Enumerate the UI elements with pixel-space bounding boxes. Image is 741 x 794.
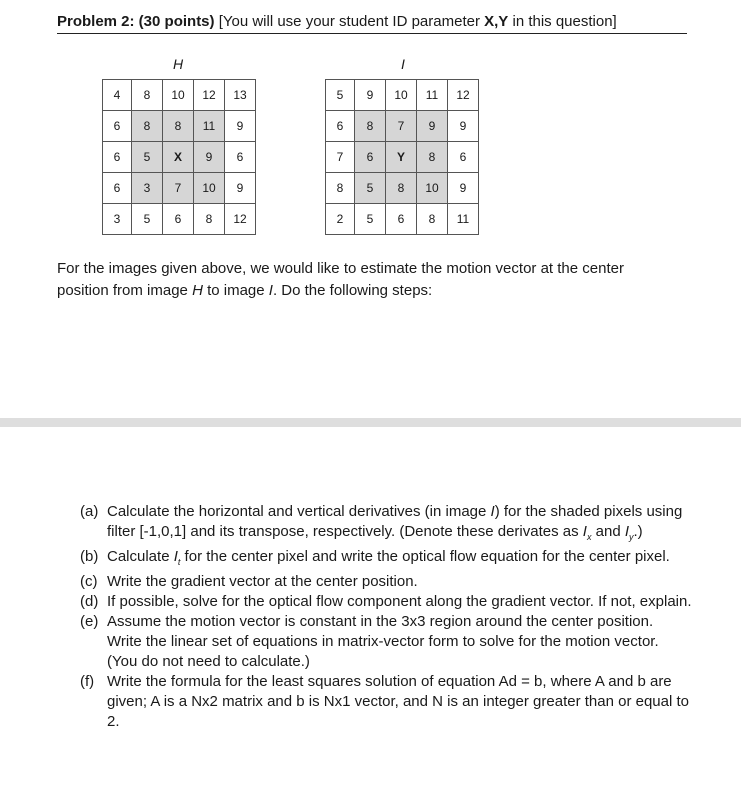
grid-cell: 8 bbox=[194, 204, 225, 235]
question-text: Write the gradient vector at the center position. bbox=[107, 573, 418, 590]
grid-cell: 10 bbox=[386, 80, 417, 111]
grid-cell: 9 bbox=[225, 111, 256, 142]
question-list bbox=[80, 502, 692, 732]
question-symbol: I bbox=[173, 548, 178, 565]
grid-cell: 11 bbox=[194, 111, 225, 142]
question-subscript: t bbox=[177, 557, 181, 567]
grid-cell: X bbox=[163, 142, 194, 173]
grid-cell: 11 bbox=[448, 204, 479, 235]
grid-cell: 10 bbox=[163, 80, 194, 111]
question-text: Assume the motion vector is constant in the 3x3 region around the center position. Write the linear set of equations in matrix-vector form to solve for the motion vector. (You do not need to calculate.) bbox=[107, 613, 659, 670]
section-divider bbox=[0, 418, 741, 427]
question-symbol: I bbox=[624, 523, 630, 540]
grid-cell: 6 bbox=[386, 204, 417, 235]
question-text: Write the formula for the least squares solution of equation Ad = b, where A and b are given; A is a Nx2 matrix and b is Nx1 vector, and N is an integer greater than or equal to 2. bbox=[107, 673, 689, 730]
intro-text-3: . Do the following steps: bbox=[272, 282, 433, 299]
grid-cell: 9 bbox=[194, 142, 225, 173]
grid-cell: 12 bbox=[225, 204, 256, 235]
intro-image-i: I bbox=[268, 282, 273, 299]
grid-row bbox=[103, 204, 256, 235]
question-b bbox=[80, 547, 692, 572]
grid-cell: 3 bbox=[103, 204, 132, 235]
header-note-prefix: [You will use your student ID parameter bbox=[214, 13, 485, 30]
problem-header bbox=[57, 12, 687, 34]
question-c bbox=[80, 572, 692, 592]
question-label: (e) bbox=[80, 613, 99, 630]
grid-cell: Y bbox=[386, 142, 417, 173]
grid-cell: 7 bbox=[326, 142, 355, 173]
grid-cell: 12 bbox=[448, 80, 479, 111]
image-i-grid bbox=[325, 79, 479, 235]
grid-cell: 3 bbox=[132, 173, 163, 204]
question-symbol: I bbox=[490, 503, 495, 520]
problem-label: Problem 2: (30 points) bbox=[57, 13, 215, 30]
grid-cell: 5 bbox=[132, 142, 163, 173]
grid-h-label: H bbox=[172, 56, 184, 72]
grid-cell: 6 bbox=[355, 142, 386, 173]
grid-cell: 8 bbox=[326, 173, 355, 204]
intro-text-1: For the images given above, we would like to estimate the motion vector at the center position from image bbox=[57, 260, 624, 299]
grid-cell: 6 bbox=[103, 142, 132, 173]
grid-cell: 8 bbox=[132, 111, 163, 142]
grid-cell: 6 bbox=[448, 142, 479, 173]
grid-row bbox=[103, 111, 256, 142]
grid-row bbox=[326, 142, 479, 173]
header-note-suffix: in this question] bbox=[508, 13, 617, 30]
question-label: (c) bbox=[80, 573, 98, 590]
question-subscript: x bbox=[586, 532, 592, 542]
grid-cell: 6 bbox=[163, 204, 194, 235]
grid-cell: 10 bbox=[194, 173, 225, 204]
question-f bbox=[80, 672, 692, 732]
intro-paragraph bbox=[57, 258, 677, 302]
question-text: If possible, solve for the optical flow component along the gradient vector. If not, explain. bbox=[107, 593, 692, 610]
intro-image-h: H bbox=[192, 282, 203, 299]
question-text: Calculate the horizontal and vertical derivatives (in image bbox=[107, 503, 491, 520]
grid-cell: 8 bbox=[132, 80, 163, 111]
question-symbol: I bbox=[582, 523, 587, 540]
question-d bbox=[80, 592, 692, 612]
grid-cell: 9 bbox=[355, 80, 386, 111]
grid-cell: 9 bbox=[225, 173, 256, 204]
grid-row bbox=[103, 142, 256, 173]
grid-i-label: I bbox=[401, 56, 405, 72]
grid-cell: 9 bbox=[417, 111, 448, 142]
grid-cell: 5 bbox=[132, 204, 163, 235]
grid-cell: 12 bbox=[194, 80, 225, 111]
grid-cell: 7 bbox=[386, 111, 417, 142]
question-text: for the center pixel and write the optical flow equation for the center pixel. bbox=[180, 548, 670, 565]
grid-cell: 5 bbox=[355, 173, 386, 204]
grid-cell: 4 bbox=[103, 80, 132, 111]
grid-cell: 10 bbox=[417, 173, 448, 204]
grid-cell: 8 bbox=[386, 173, 417, 204]
grid-cell: 2 bbox=[326, 204, 355, 235]
grid-row bbox=[326, 111, 479, 142]
grid-row bbox=[326, 80, 479, 111]
question-text: Calculate bbox=[107, 548, 174, 565]
grid-cell: 8 bbox=[417, 204, 448, 235]
question-label: (a) bbox=[80, 503, 99, 520]
grid-cell: 6 bbox=[326, 111, 355, 142]
grid-cell: 13 bbox=[225, 80, 256, 111]
grid-row bbox=[326, 204, 479, 235]
grid-cell: 7 bbox=[163, 173, 194, 204]
question-text: ) for the shaded pixels using filter [-1,0,1] and its transpose, respectively. (Denote these derivates as bbox=[107, 503, 683, 540]
grid-cell: 6 bbox=[225, 142, 256, 173]
grid-cell: 8 bbox=[163, 111, 194, 142]
grid-row bbox=[326, 173, 479, 204]
question-label: (b) bbox=[80, 548, 99, 565]
grid-cell: 9 bbox=[448, 173, 479, 204]
grid-cell: 8 bbox=[417, 142, 448, 173]
question-text: and bbox=[591, 523, 625, 540]
grid-cell: 11 bbox=[417, 80, 448, 111]
header-note-params: X,Y bbox=[484, 13, 509, 30]
grid-cell: 5 bbox=[355, 204, 386, 235]
question-text: .) bbox=[633, 523, 643, 540]
question-a bbox=[80, 502, 692, 547]
image-h-grid bbox=[102, 79, 256, 235]
question-subscript: y bbox=[629, 532, 634, 542]
grid-cell: 8 bbox=[355, 111, 386, 142]
question-e bbox=[80, 612, 692, 672]
question-label: (f) bbox=[80, 673, 95, 690]
grid-row bbox=[103, 173, 256, 204]
question-label: (d) bbox=[80, 593, 99, 610]
grid-cell: 5 bbox=[326, 80, 355, 111]
grid-cell: 9 bbox=[448, 111, 479, 142]
grid-cell: 6 bbox=[103, 111, 132, 142]
intro-text-2: to image bbox=[202, 282, 269, 299]
grid-row bbox=[103, 80, 256, 111]
grid-cell: 6 bbox=[103, 173, 132, 204]
